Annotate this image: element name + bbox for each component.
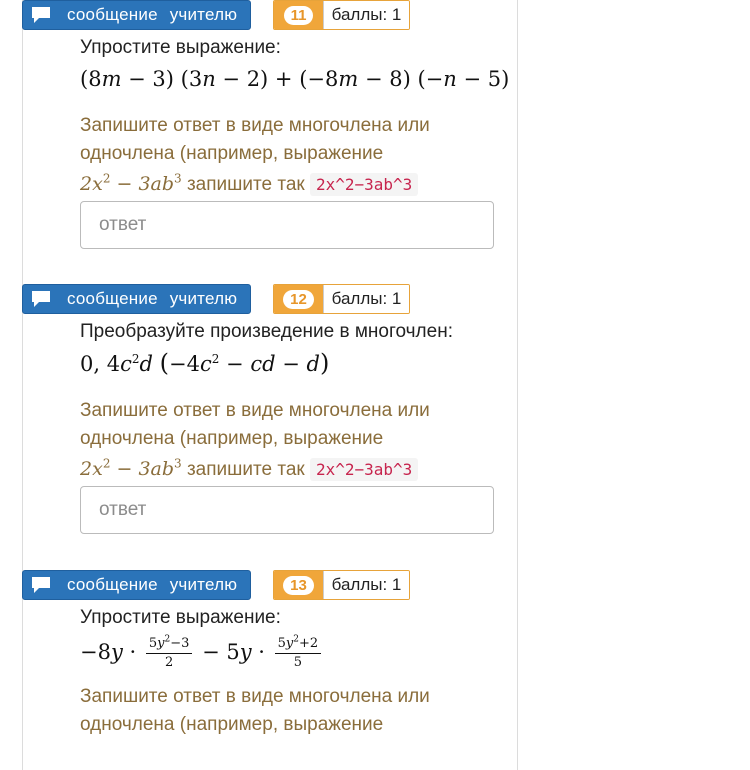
task-number: 11 xyxy=(284,6,314,25)
task-number: 13 xyxy=(283,576,314,595)
score-label: баллы: 1 xyxy=(323,285,409,313)
task-number: 12 xyxy=(283,290,314,309)
message-button-word2: учителю xyxy=(169,289,238,308)
example-code: 2x^2−3ab^3 xyxy=(310,173,418,196)
task-expression: (8m − 3) (3n − 2) + (−8m − 8) (−n − 5) xyxy=(80,67,510,91)
message-button-word1: сообщение xyxy=(67,5,158,24)
task-12 xyxy=(67,284,500,534)
answer-input[interactable] xyxy=(80,201,494,249)
score-label: баллы: 1 xyxy=(323,571,409,599)
task-toolbar xyxy=(0,0,520,32)
example-expression: $2x^2 - 3ab^3$ xyxy=(80,171,182,195)
answer-hint: Запишите ответ в виде многочлена или одночлена (например, выражение xyxy=(80,686,430,735)
task-11 xyxy=(67,0,510,249)
score-badge xyxy=(273,284,410,314)
comment-icon xyxy=(31,576,51,594)
comment-icon xyxy=(31,290,51,308)
score-badge xyxy=(273,570,410,600)
task-prompt: Упростите выражение: xyxy=(80,607,281,628)
answer-input[interactable] xyxy=(80,486,494,534)
task-toolbar xyxy=(0,570,520,602)
message-button-word2: учителю xyxy=(169,5,238,24)
message-button-word1: сообщение xyxy=(67,289,158,308)
task-13 xyxy=(67,570,500,739)
message-teacher-button[interactable] xyxy=(22,570,251,600)
task-prompt: Преобразуйте произведение в многочлен: xyxy=(80,321,453,342)
task-toolbar xyxy=(0,284,520,316)
task-prompt: Упростите выражение: xyxy=(80,37,281,58)
comment-icon xyxy=(31,6,51,24)
score-badge xyxy=(273,0,410,30)
score-label: баллы: 1 xyxy=(323,1,409,29)
answer-hint: Запишите ответ в виде многочлена или одночлена (например, выражение $2x^2 - 3ab^3$ запишите так 2x^2−3ab^3 xyxy=(80,400,430,480)
task-expression: −8y · $\frac{5y^2-3}{2}$ − 5y · $\frac{5y^2+2}{5}$ xyxy=(80,636,500,671)
task-expression: 0, $4c^2d$ ($-4c^2$ − cd − d) xyxy=(80,349,330,377)
message-teacher-button[interactable] xyxy=(22,284,251,314)
example-expression: $2x^2 - 3ab^3$ xyxy=(80,456,182,480)
answer-hint: Запишите ответ в виде многочлена или одночлена (например, выражение $2x^2 - 3ab^3$ запишите так 2x^2−3ab^3 xyxy=(80,115,430,195)
example-code: 2x^2−3ab^3 xyxy=(310,458,418,481)
message-button-word2: учителю xyxy=(169,575,238,594)
message-button-word1: сообщение xyxy=(67,575,158,594)
message-teacher-button[interactable] xyxy=(22,0,251,30)
